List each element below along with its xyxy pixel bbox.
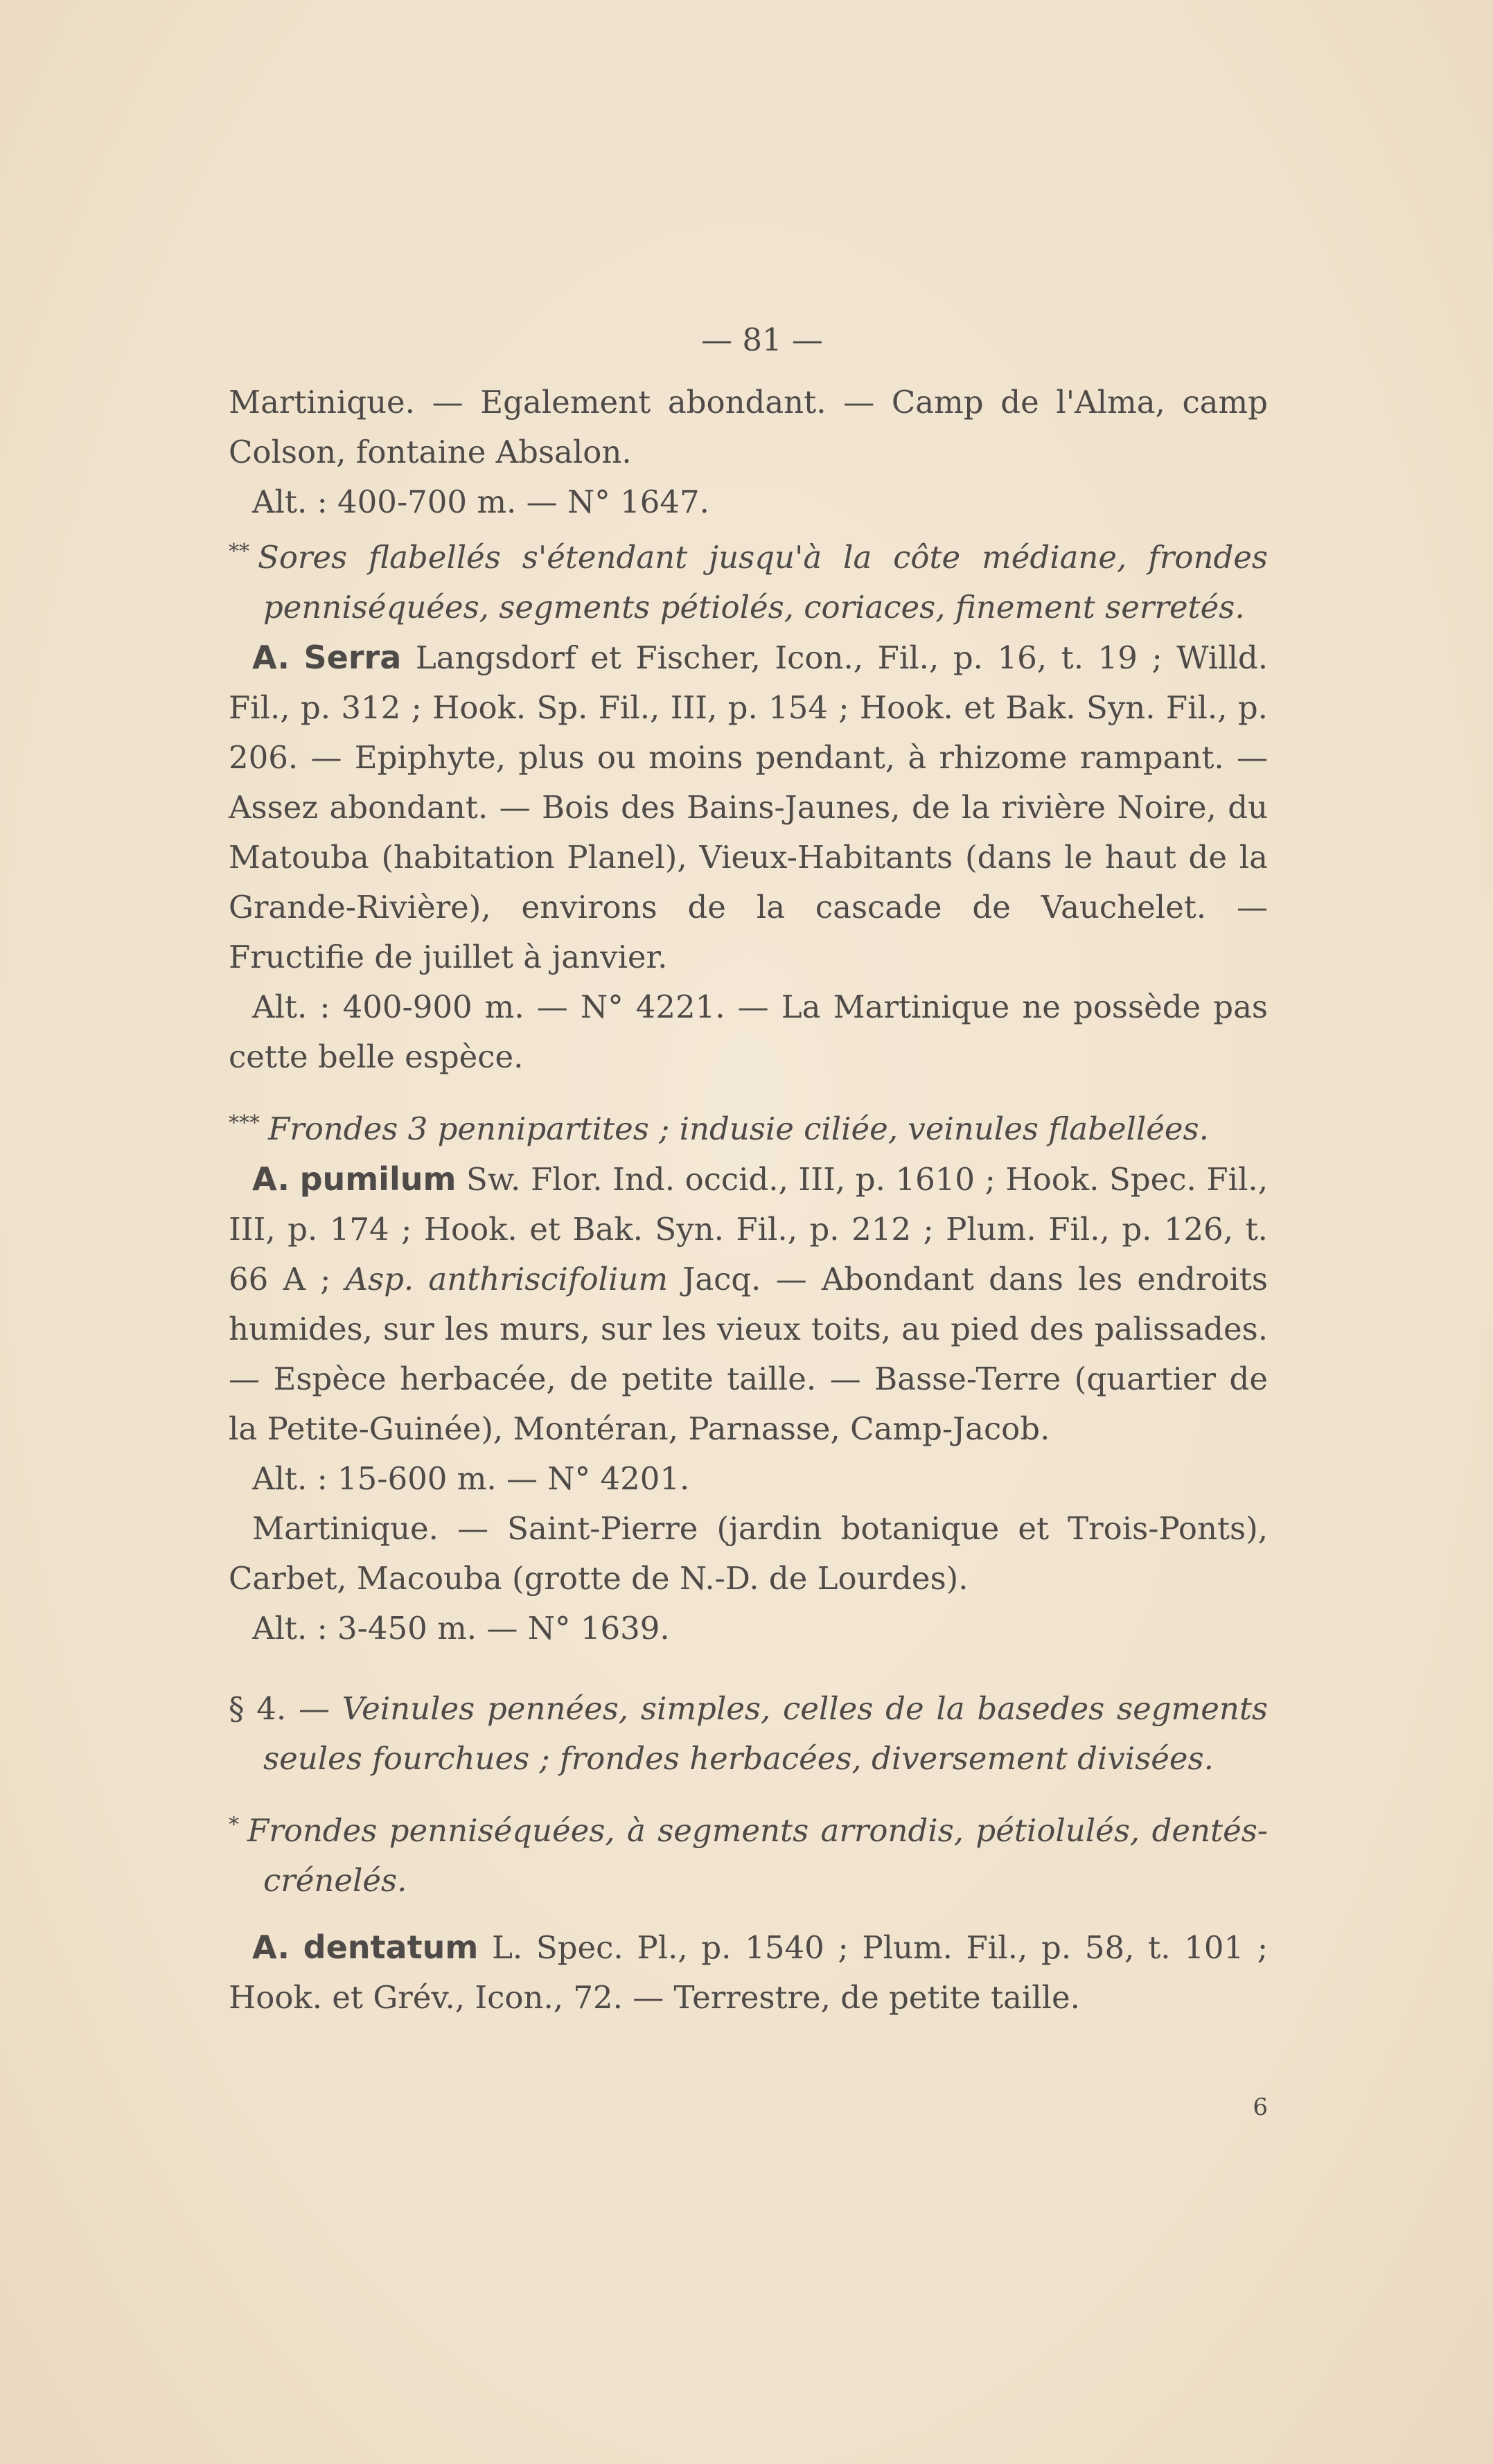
species-name: dentatum: [303, 1929, 479, 1966]
page-text-block: [229, 315, 1268, 2023]
key-double-star: [229, 527, 1268, 632]
key-text: Frondes penniséquées, à segments arrondis, pétiolulés, dentés-crénelés.: [247, 1812, 1268, 1899]
key-text: Sores flabellés s'étendant jusqu'à la côte médiane, frondes penniséquées, segments pétiolés, coriaces, finement serretés.: [258, 539, 1268, 626]
page-number: — 81 —: [701, 321, 823, 358]
altitude-line: Alt. : 400-900 m. — N° 4221. — La Martinique ne possède pas cette belle espèce.: [229, 989, 1268, 1075]
star-marker: **: [229, 540, 249, 564]
genus-abbr: A.: [252, 1929, 290, 1966]
species-description: L. Spec. Pl., p. 1540 ; Plum. Fil., p. 58, t. 101 ; Hook. et Grév., Icon., 72. — Terrestre, de petite taille.: [229, 1929, 1269, 2016]
synonym-name: Asp. anthriscifolium: [345, 1261, 669, 1297]
star-marker: ***: [229, 1111, 260, 1135]
altitude-line: Alt. : 15-600 m. — N° 4201.: [252, 1460, 690, 1497]
section-heading: [229, 1684, 1268, 1784]
paragraph-martinique: Martinique. — Egalement abondant. — Camp de l'Alma, camp Colson, fontaine Absalon.: [229, 384, 1268, 470]
genus-abbr: A.: [252, 639, 290, 676]
star-marker: *: [229, 1813, 239, 1837]
section-text: Veinules pennées, simples, celles de la basedes segments seules fourchues ; frondes herbacées, diversement divisées.: [263, 1690, 1269, 1777]
altitude-line: Alt. : 400-700 m. — N° 1647.: [252, 484, 709, 520]
species-dentatum: [229, 1922, 1268, 2023]
section-number: § 4. —: [229, 1690, 330, 1727]
altitude-line: Alt. : 3-450 m. — N° 1639.: [252, 1610, 670, 1647]
species-description: Sw. Flor. Ind. occid., III, p. 1610 ; Hook. Spec. Fil., III, p. 174 ; Hook. et Bak. Syn. Fil., p. 212 ; Plum. Fil., p. 126, t. 66 A ;: [229, 1161, 1269, 1297]
paragraph-martinique: Martinique. — Saint-Pierre (jardin botanique et Trois-Ponts), Carbet, Macouba (grotte de N.-D. de Lourdes).: [229, 1510, 1268, 1597]
spacer: [229, 1906, 1268, 1922]
signature-mark: 6: [1253, 2093, 1268, 2121]
spacer: [229, 1654, 1268, 1684]
genus-abbr: A.: [252, 1160, 290, 1198]
species-description-cont: Jacq. — Abondant dans les endroits humides, sur les murs, sur les vieux toits, au pied des palissades. — Espèce herbacée, de petite taille. — Basse-Terre (quartier de la Petite-Guinée), Montéran, Parnasse, Camp-Jacob.: [229, 1261, 1268, 1447]
key-triple-star: [229, 1099, 1268, 1154]
species-name: Serra: [303, 639, 402, 676]
spacer: [229, 1082, 1268, 1099]
species-serra: [229, 632, 1268, 982]
species-description: Langsdorf et Fischer, Icon., Fil., p. 16, t. 19 ; Willd. Fil., p. 312 ; Hook. Sp. Fil., III, p. 154 ; Hook. et Bak. Syn. Fil., p. 206. — Epiphyte, plus ou moins pendant, à rhizome rampant. — Assez abondant. — Bois des Bains-Jaunes, de la rivière Noire, du Matouba (habitation Planel), Vieux-Habitants (dans le haut de la Grande-Rivière), environs de la cascade de Vauchelet. — Fructifie de juillet à janvier.: [229, 639, 1268, 975]
species-pumilum: [229, 1154, 1268, 1454]
spacer: [229, 1784, 1268, 1800]
key-text: Frondes 3 pennipartites ; indusie ciliée, veinules flabellées.: [268, 1110, 1209, 1147]
species-name: pumilum: [299, 1160, 457, 1198]
key-single-star: [229, 1800, 1268, 1906]
